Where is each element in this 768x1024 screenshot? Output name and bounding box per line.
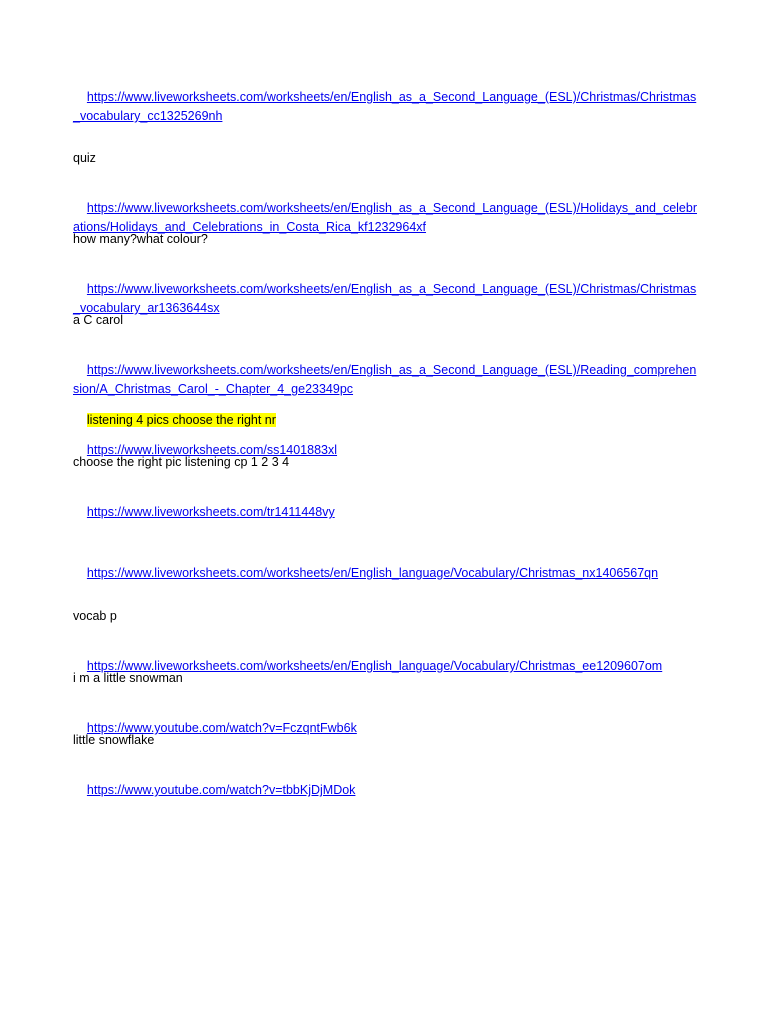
a-c-carol-label: a C carol (73, 313, 124, 327)
christmas-carol-link[interactable]: https://www.liveworksheets.com/worksheets/en/English_as_a_Second_Language_(ESL)/Reading_comprehension/A_Christmas_Carol_-_Chapter_4_ge23349pc (73, 363, 697, 396)
list-item (73, 762, 698, 819)
vocab-p-label: vocab p (73, 609, 117, 623)
choose-right-pic-label: choose the right pic listening cp 1 2 3 4 (73, 455, 290, 469)
youtube-snowman-link[interactable]: https://www.youtube.com/watch?v=FczqntFwb6k (86, 721, 357, 735)
christmas-vocabulary-ar-link[interactable]: https://www.liveworksheets.com/worksheets/en/English_as_a_Second_Language_(ESL)/Christmas/Christmas_vocabulary_ar1363644sx (73, 282, 697, 315)
list-item (73, 545, 698, 602)
little-snowman-label: i m a little snowman (73, 671, 183, 685)
christmas-vocabulary-cc-link[interactable]: https://www.liveworksheets.com/worksheets/en/English_as_a_Second_Language_(ESL)/Christmas/Christmas_vocabulary_cc1325269nh (73, 90, 697, 123)
list-item (73, 69, 698, 145)
ss-link[interactable]: https://www.liveworksheets.com/ss1401883xl (86, 443, 338, 457)
how-many-what-colour-label: how many?what colour? (73, 232, 208, 246)
little-snowflake-label: little snowflake (73, 733, 155, 747)
holidays-costa-rica-link[interactable]: https://www.liveworksheets.com/worksheets/en/English_as_a_Second_Language_(ESL)/Holidays_and_celebrations/Holidays_and_Celebrations_in_Costa_Rica_kf1232964xf (73, 201, 697, 234)
listening-4-pics-label: listening 4 pics choose the right nr (86, 413, 276, 427)
tr-link[interactable]: https://www.liveworksheets.com/tr1411448vy (86, 505, 335, 519)
christmas-nx-link[interactable]: https://www.liveworksheets.com/worksheets/en/English_language/Vocabulary/Christmas_nx1406567qn (86, 566, 659, 580)
youtube-snowflake-link[interactable]: https://www.youtube.com/watch?v=tbbKjDjMDok (86, 783, 356, 797)
quiz-label: quiz (73, 151, 96, 165)
list-item (73, 484, 698, 541)
christmas-ee-link[interactable]: https://www.liveworksheets.com/worksheets/en/English_language/Vocabulary/Christmas_ee1209607om (86, 659, 663, 673)
